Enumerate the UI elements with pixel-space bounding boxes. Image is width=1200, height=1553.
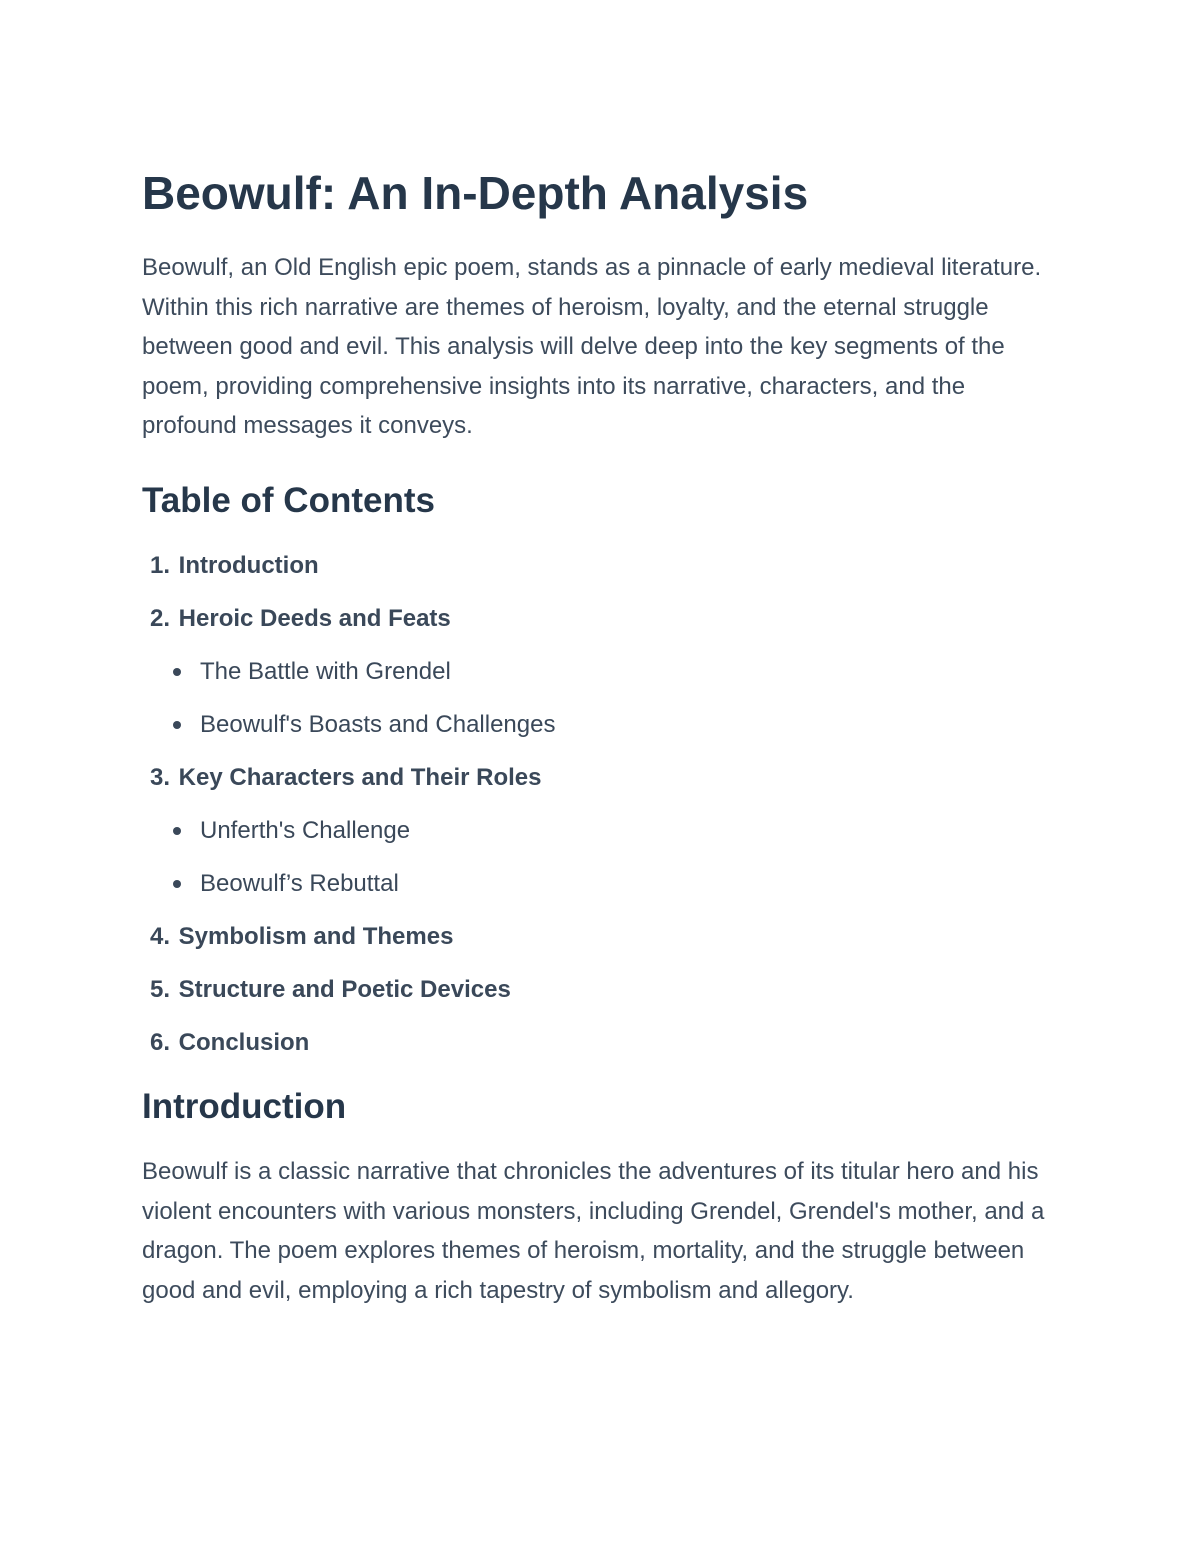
bullet-icon xyxy=(173,668,181,676)
toc-item-number: 4. xyxy=(149,922,170,950)
toc-subitem-label: The Battle with Grendel xyxy=(200,657,451,685)
toc-subitem-boasts xyxy=(142,711,1062,739)
toc-item-number: 5. xyxy=(149,975,170,1003)
toc-item-label: Structure and Poetic Devices xyxy=(178,975,511,1003)
document-page xyxy=(142,160,1062,1310)
intro-paragraph: Beowulf, an Old English epic poem, stands as a pinnacle of early medieval literature. Within this rich narrative are themes of heroism, loyalty, and the eternal struggle between good and evil. This analysis will delve deep into the key segments of the poem, providing comprehensive insights into its narrative, characters, and the profound messages it conveys. xyxy=(142,254,1042,440)
toc-item-symbolism xyxy=(142,923,1062,951)
bullet-icon xyxy=(173,880,181,888)
toc-item-number: 2. xyxy=(149,604,170,632)
toc-item-label: Key Characters and Their Roles xyxy=(178,763,542,791)
toc-subitem-label: Unferth's Challenge xyxy=(200,816,411,844)
bullet-icon xyxy=(173,721,181,729)
toc-item-number: 6. xyxy=(149,1028,170,1056)
toc-item-heroic-deeds xyxy=(142,605,1062,739)
toc-item-number: 3. xyxy=(149,763,170,791)
toc-item-introduction xyxy=(142,552,1062,580)
toc-sublist xyxy=(142,817,1062,898)
toc-subitem-unferth xyxy=(142,817,1062,845)
toc-item-conclusion xyxy=(142,1029,1062,1057)
toc-subitem-label: Beowulf's Boasts and Challenges xyxy=(200,710,556,738)
toc-item-label: Heroic Deeds and Feats xyxy=(178,604,451,632)
toc-item-structure xyxy=(142,976,1062,1004)
toc-subitem-label: Beowulf’s Rebuttal xyxy=(200,869,399,897)
toc-sublist xyxy=(142,658,1062,739)
bullet-icon xyxy=(173,827,181,835)
toc-heading: Table of Contents xyxy=(142,480,435,520)
toc-item-number: 1. xyxy=(149,551,170,579)
toc-subitem-rebuttal xyxy=(142,870,1062,898)
document-title: Beowulf: An In-Depth Analysis xyxy=(142,167,809,219)
toc-item-label: Symbolism and Themes xyxy=(178,922,454,950)
toc-item-key-characters xyxy=(142,764,1062,898)
introduction-heading: Introduction xyxy=(142,1086,347,1126)
table-of-contents xyxy=(142,552,1062,1057)
toc-item-label: Introduction xyxy=(178,551,319,579)
toc-item-label: Conclusion xyxy=(178,1028,310,1056)
introduction-paragraph: Beowulf is a classic narrative that chronicles the adventures of its titular hero and his violent encounters with various monsters, including Grendel, Grendel's mother, and a dragon. The poem explores themes of heroism, mortality, and the struggle between good and evil, employing a rich tapestry of symbolism and allegory. xyxy=(142,1157,1045,1304)
toc-subitem-battle-grendel xyxy=(142,658,1062,686)
